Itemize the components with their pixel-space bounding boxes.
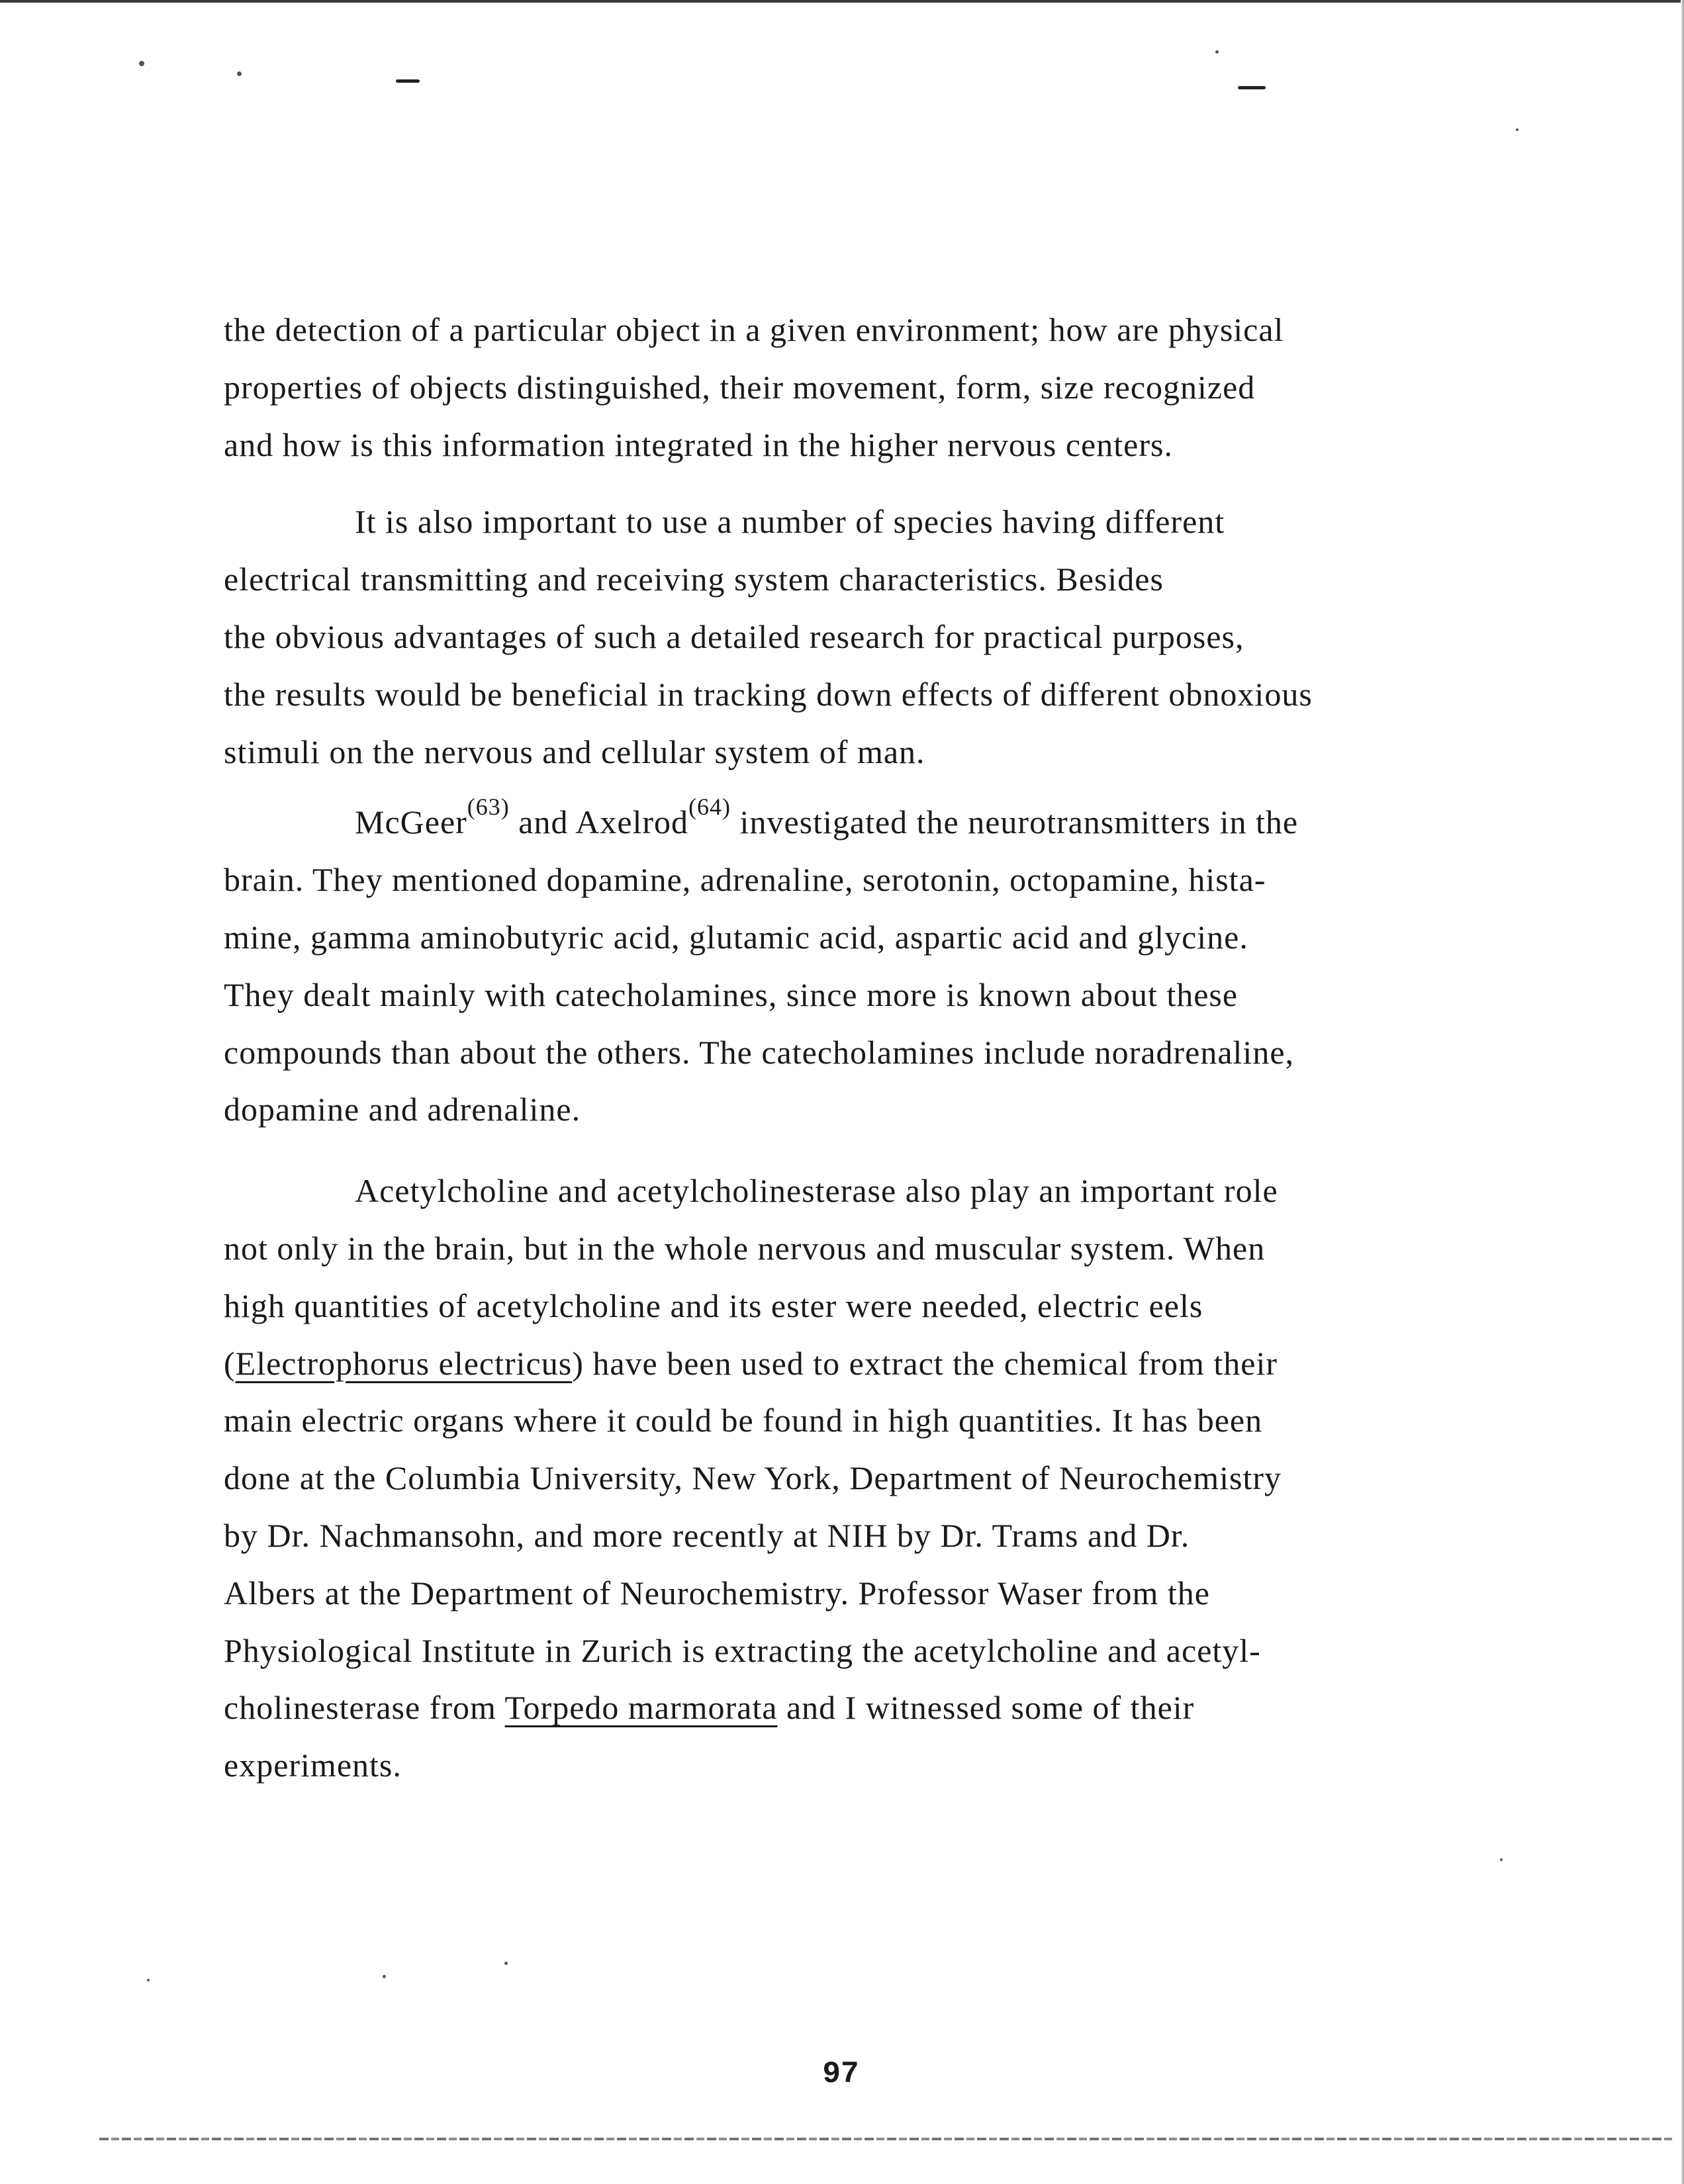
species-name-underlined: Torpedo marmorata <box>504 1689 778 1727</box>
sentence-text: cholinesterase from <box>224 1689 505 1727</box>
connector-text: and <box>509 803 576 841</box>
text-line: Albers at the Department of Neurochemistry. Professor Waser from the <box>224 1574 1210 1612</box>
text-line: high quantities of acetylcholine and its ester were needed, electric eels <box>224 1287 1203 1324</box>
scan-bottom-edge <box>99 2138 1675 2140</box>
scan-speck <box>383 1975 386 1978</box>
scan-right-edge <box>1681 0 1684 2184</box>
sentence-text: ) have been used to extract the chemical from their <box>572 1344 1278 1382</box>
scan-mark <box>1238 86 1266 89</box>
text-line: brain. They mentioned dopamine, adrenaline, serotonin, octopamine, hista- <box>224 861 1266 899</box>
species-name-underlined: Electrophorus electricus <box>235 1344 573 1382</box>
text-line: stimuli on the nervous and cellular system of man. <box>224 733 925 770</box>
reference-superscript: (63) <box>467 794 510 821</box>
paragraph-3 <box>224 794 1561 1138</box>
author-name: McGeer <box>355 803 467 841</box>
text-line: done at the Columbia University, New York, Department of Neurochemistry <box>224 1459 1282 1497</box>
text-line: mine, gamma aminobutyric acid, glutamic acid, aspartic acid and glycine. <box>224 918 1248 956</box>
body-text <box>224 301 1561 1794</box>
text-line: properties of objects distinguished, their movement, form, size recognized <box>224 368 1256 406</box>
text-line: dopamine and adrenaline. <box>224 1091 581 1128</box>
text-line: the results would be beneficial in tracking down effects of different obnoxious <box>224 675 1313 713</box>
text-line: electrical transmitting and receiving system characteristics. Besides <box>224 561 1164 598</box>
text-line <box>224 794 1561 851</box>
text-line: experiments. <box>224 1747 402 1784</box>
sentence-text: investigated the neurotransmitters in the <box>731 803 1299 841</box>
paragraph-4 <box>224 1162 1561 1794</box>
text-line <box>224 1679 1561 1737</box>
scan-speck <box>237 71 242 76</box>
text-line: compounds than about the others. The catecholamines include noradrenaline, <box>224 1033 1295 1071</box>
paragraph-2 <box>224 493 1561 780</box>
text-line: the obvious advantages of such a detailed research for practical purposes, <box>224 617 1244 655</box>
scan-speck <box>1500 1858 1503 1861</box>
paragraph-1 <box>224 301 1561 473</box>
scan-speck <box>1516 128 1519 131</box>
author-name: Axelrod <box>575 803 689 841</box>
paren-text: ( <box>224 1344 236 1382</box>
text-line <box>224 1335 1561 1392</box>
text-line: It is also important to use a number of species having different <box>355 503 1225 541</box>
text-line: Physiological Institute in Zurich is extracting the acetylcholine and acetyl- <box>224 1631 1261 1669</box>
page-number: 97 <box>822 2057 859 2091</box>
text-line: by Dr. Nachmansohn, and more recently at NIH by Dr. Trams and Dr. <box>224 1516 1190 1554</box>
scan-speck <box>139 61 144 66</box>
sentence-text: and I witnessed some of their <box>777 1689 1195 1727</box>
text-line: and how is this information integrated in the higher nervous centers. <box>224 426 1173 463</box>
scan-speck <box>147 1979 150 1981</box>
reference-superscript: (64) <box>688 794 731 821</box>
text-line: Acetylcholine and acetylcholinesterase also play an important role <box>355 1172 1278 1210</box>
text-line: the detection of a particular object in a given environment; how are physical <box>224 311 1284 348</box>
text-line: main electric organs where it could be found in high quantities. It has been <box>224 1402 1263 1439</box>
text-line: They dealt mainly with catecholamines, since more is known about these <box>224 976 1239 1013</box>
text-line: not only in the brain, but in the whole nervous and muscular system. When <box>224 1229 1266 1267</box>
scan-top-edge <box>0 0 1684 3</box>
scan-speck <box>1215 50 1219 54</box>
scan-speck <box>504 1962 508 1965</box>
scan-mark <box>396 79 420 83</box>
